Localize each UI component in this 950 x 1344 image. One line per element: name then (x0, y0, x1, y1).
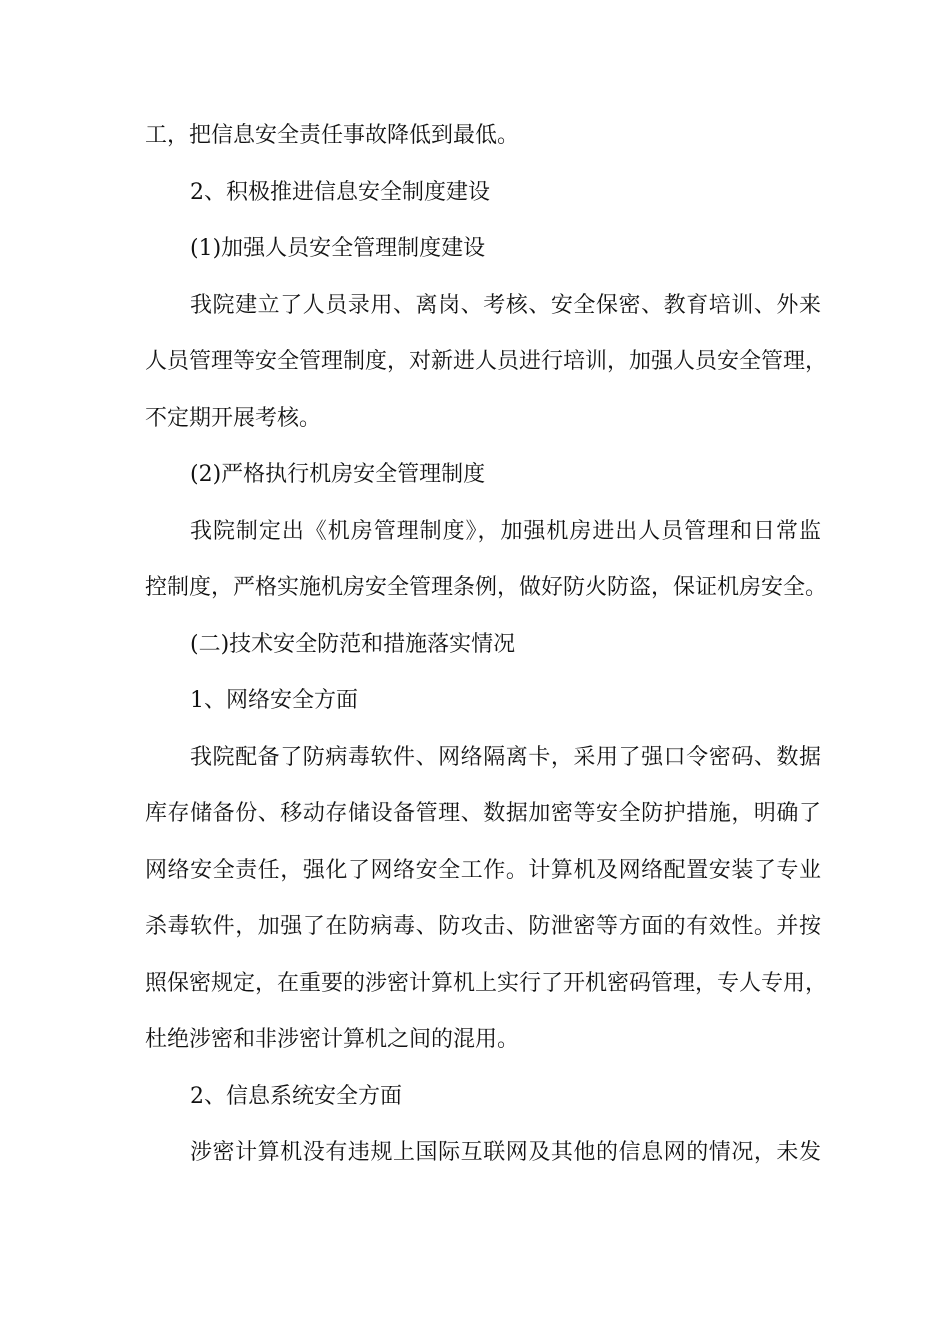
paragraph-line: 照保密规定，在重要的涉密计算机上实行了开机密码管理，专人专用， (145, 970, 828, 996)
section-heading-info-system: 2、信息系统安全方面 (190, 1083, 402, 1109)
paragraph-line: 人员管理等安全管理制度，对新进人员进行培训，加强人员安全管理， (145, 349, 828, 374)
paragraph-line: 涉密计算机没有违规上国际互联网及其他的信息网的情况，未发 (190, 1140, 821, 1165)
paragraph-line: 杜绝涉密和非涉密计算机之间的混用。 (145, 1027, 520, 1052)
paragraph-line: 我院配备了防病毒软件、网络隔离卡，采用了强口令密码、数据 (190, 744, 821, 770)
section-heading-network: 1、网络安全方面 (190, 688, 358, 713)
paragraph-line: 我院制定出《机房管理制度》，加强机房进出人员管理和日常监 (190, 518, 821, 544)
paragraph-line: 杀毒软件，加强了在防病毒、防攻击、防泄密等方面的有效性。并按 (145, 914, 821, 939)
paragraph-continuation-line: 工，把信息安全责任事故降低到最低。 (145, 123, 520, 148)
paragraph-line: 我院建立了人员录用、离岗、考核、安全保密、教育培训、外来 (190, 292, 821, 318)
section-heading-2: 2、积极推进信息安全制度建设 (190, 179, 490, 205)
section-heading-technical: (二)技术安全防范和措施落实情况 (190, 631, 516, 657)
paragraph-line: 网络安全责任，强化了网络安全工作。计算机及网络配置安装了专业 (145, 857, 821, 883)
document-body (145, 108, 828, 1182)
paragraph-line: 不定期开展考核。 (145, 405, 322, 431)
subheading-1: (1)加强人员安全管理制度建设 (190, 236, 486, 261)
subheading-2: (2)严格执行机房安全管理制度 (190, 462, 486, 487)
paragraph-line: 控制度，严格实施机房安全管理条例，做好防火防盗，保证机房安全。 (145, 575, 828, 600)
paragraph-line: 库存储备份、移动存储设备管理、数据加密等安全防护措施，明确了 (145, 801, 821, 826)
